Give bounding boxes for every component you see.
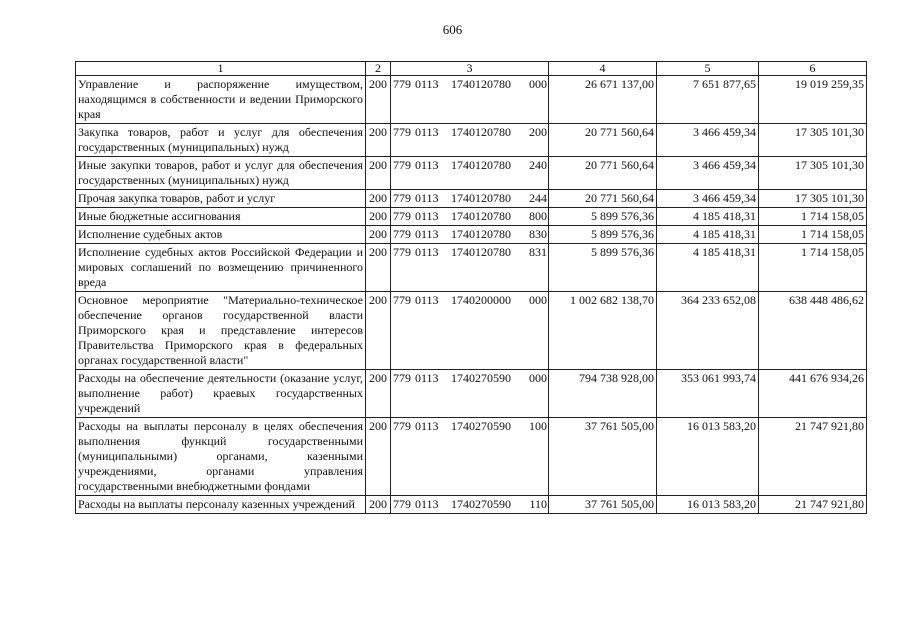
row-name: Иные закупки товаров, работ и услуг для обеспечения государственных (муниципальных) нужд [76,157,366,190]
row-csr: 1740120780 [451,158,511,172]
row-value-4: 26 671 137,00 [549,76,657,124]
row-vr: 000 [529,371,547,385]
row-col-2: 200 [366,292,391,370]
row-value-6: 21 747 921,80 [759,496,867,514]
row-value-4: 20 771 560,64 [549,157,657,190]
table-row [76,418,867,496]
row-name: Расходы на выплаты персоналу в целях обеспечения выполнения функций государственными (муниципальными) органами, казенными учреждениями, органами управления государственными внебюджетными фондами [76,418,366,496]
row-vr: 831 [529,245,547,259]
row-kvsr: 779 [393,191,411,205]
row-kvsr: 779 [393,371,411,385]
table-row [76,226,867,244]
row-code [391,157,549,190]
row-code [391,208,549,226]
row-csr: 1740120780 [451,77,511,91]
row-kvsr: 779 [393,293,411,307]
row-csr: 1740120780 [451,191,511,205]
row-csr: 1740120780 [451,227,511,241]
row-vr: 830 [529,227,547,241]
row-col-2: 200 [366,370,391,418]
row-csr: 1740120780 [451,245,511,259]
header-col-3: 3 [391,62,549,76]
row-value-5: 7 651 877,65 [657,76,759,124]
row-value-4: 20 771 560,64 [549,124,657,157]
row-value-4: 1 002 682 138,70 [549,292,657,370]
row-vr: 240 [529,158,547,172]
row-razdel: 0113 [415,227,439,241]
row-razdel: 0113 [415,371,439,385]
row-value-4: 20 771 560,64 [549,190,657,208]
row-value-5: 16 013 583,20 [657,496,759,514]
row-name: Закупка товаров, работ и услуг для обеспечения государственных (муниципальных) нужд [76,124,366,157]
row-kvsr: 779 [393,227,411,241]
row-vr: 100 [529,419,547,433]
row-value-4: 5 899 576,36 [549,208,657,226]
row-code [391,76,549,124]
row-value-5: 3 466 459,34 [657,190,759,208]
row-value-6: 17 305 101,30 [759,157,867,190]
budget-table [75,61,867,514]
row-value-6: 638 448 486,62 [759,292,867,370]
header-col-2: 2 [366,62,391,76]
row-razdel: 0113 [415,293,439,307]
row-kvsr: 779 [393,77,411,91]
header-col-4: 4 [549,62,657,76]
row-code [391,370,549,418]
row-col-2: 200 [366,496,391,514]
row-name: Иные бюджетные ассигнования [76,208,366,226]
row-value-5: 4 185 418,31 [657,244,759,292]
row-razdel: 0113 [415,245,439,259]
row-razdel: 0113 [415,209,439,223]
table-row [76,292,867,370]
row-value-6: 1 714 158,05 [759,208,867,226]
table-row [76,496,867,514]
row-vr: 244 [529,191,547,205]
row-value-5: 3 466 459,34 [657,124,759,157]
row-name: Расходы на обеспечение деятельности (оказание услуг, выполнение работ) краевых государственных учреждений [76,370,366,418]
row-code [391,418,549,496]
row-razdel: 0113 [415,497,439,511]
row-value-5: 4 185 418,31 [657,208,759,226]
row-value-6: 441 676 934,26 [759,370,867,418]
table-row [76,76,867,124]
row-col-2: 200 [366,124,391,157]
row-value-5: 3 466 459,34 [657,157,759,190]
row-value-4: 37 761 505,00 [549,496,657,514]
row-csr: 1740270590 [451,419,511,433]
row-csr: 1740270590 [451,497,511,511]
table-row [76,190,867,208]
row-value-6: 19 019 259,35 [759,76,867,124]
row-csr: 1740270590 [451,371,511,385]
row-name: Управление и распоряжение имуществом, находящимся в собственности и ведении Приморского края [76,76,366,124]
row-vr: 110 [529,497,547,511]
row-vr: 000 [529,293,547,307]
row-value-5: 16 013 583,20 [657,418,759,496]
row-col-2: 200 [366,244,391,292]
row-razdel: 0113 [415,419,439,433]
row-col-2: 200 [366,226,391,244]
row-value-4: 794 738 928,00 [549,370,657,418]
row-kvsr: 779 [393,158,411,172]
row-code [391,496,549,514]
row-value-6: 17 305 101,30 [759,190,867,208]
row-value-4: 37 761 505,00 [549,418,657,496]
row-kvsr: 779 [393,209,411,223]
table-row [76,208,867,226]
page-number: 606 [442,22,463,37]
row-vr: 000 [529,77,547,91]
row-col-2: 200 [366,76,391,124]
row-code [391,190,549,208]
row-code [391,226,549,244]
row-value-6: 21 747 921,80 [759,418,867,496]
row-col-2: 200 [366,418,391,496]
row-csr: 1740120780 [451,209,511,223]
row-name: Расходы на выплаты персоналу казенных учреждений [76,496,366,514]
row-code [391,124,549,157]
row-value-4: 5 899 576,36 [549,244,657,292]
row-code [391,292,549,370]
row-value-6: 1 714 158,05 [759,244,867,292]
row-name: Основное мероприятие "Материально-техническое обеспечение органов государственной власти Приморского края и представление интересов Правительства Приморского края в федеральных органах государственной власти" [76,292,366,370]
row-code [391,244,549,292]
row-value-5: 364 233 652,08 [657,292,759,370]
header-col-1: 1 [76,62,366,76]
row-col-2: 200 [366,208,391,226]
row-col-2: 200 [366,157,391,190]
row-csr: 1740200000 [451,293,511,307]
row-name: Исполнение судебных актов Российской Федерации и мировых соглашений по возмещению причиненного вреда [76,244,366,292]
row-value-5: 4 185 418,31 [657,226,759,244]
row-kvsr: 779 [393,419,411,433]
row-vr: 200 [529,125,547,139]
row-razdel: 0113 [415,77,439,91]
row-value-5: 353 061 993,74 [657,370,759,418]
row-vr: 800 [529,209,547,223]
table-row [76,244,867,292]
row-name: Исполнение судебных актов [76,226,366,244]
row-value-6: 17 305 101,30 [759,124,867,157]
table-header-row [76,62,867,76]
row-name: Прочая закупка товаров, работ и услуг [76,190,366,208]
row-kvsr: 779 [393,125,411,139]
table-row [76,157,867,190]
row-kvsr: 779 [393,497,411,511]
row-value-6: 1 714 158,05 [759,226,867,244]
header-col-6: 6 [759,62,867,76]
header-col-5: 5 [657,62,759,76]
row-razdel: 0113 [415,125,439,139]
table-row [76,370,867,418]
row-kvsr: 779 [393,245,411,259]
row-value-4: 5 899 576,36 [549,226,657,244]
row-col-2: 200 [366,190,391,208]
row-csr: 1740120780 [451,125,511,139]
row-razdel: 0113 [415,158,439,172]
row-razdel: 0113 [415,191,439,205]
table-row [76,124,867,157]
